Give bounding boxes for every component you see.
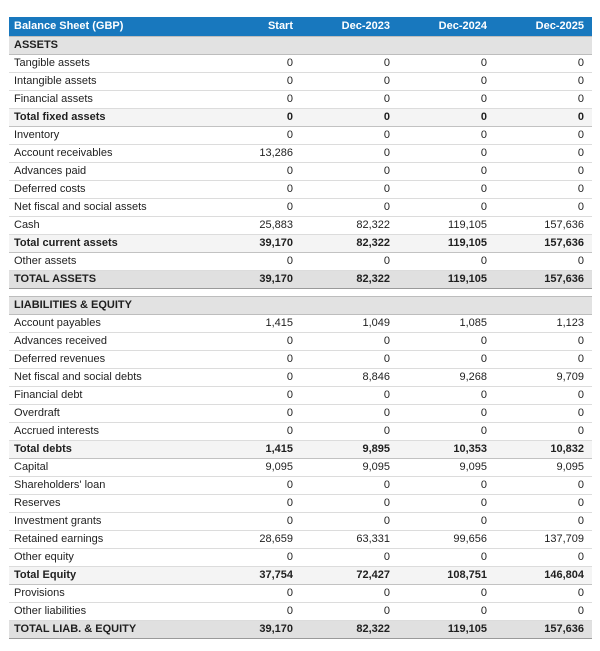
table-row xyxy=(9,620,592,638)
row-value: 10,353 xyxy=(398,440,495,458)
row-label: Advances paid xyxy=(9,162,204,180)
row-value: 119,105 xyxy=(398,216,495,234)
section-header-row xyxy=(9,36,592,54)
table-title: Balance Sheet (GBP) xyxy=(9,17,204,36)
row-label: Accrued interests xyxy=(9,422,204,440)
row-value: 0 xyxy=(398,332,495,350)
row-value: 119,105 xyxy=(398,234,495,252)
row-value: 0 xyxy=(398,180,495,198)
row-value: 8,846 xyxy=(301,368,398,386)
row-value: 82,322 xyxy=(301,620,398,638)
row-value: 0 xyxy=(398,198,495,216)
row-value: 25,883 xyxy=(204,216,301,234)
table-row xyxy=(9,566,592,584)
row-value: 82,322 xyxy=(301,270,398,288)
row-value: 0 xyxy=(495,198,592,216)
row-value: 0 xyxy=(204,54,301,72)
row-value: 0 xyxy=(301,54,398,72)
table-row xyxy=(9,314,592,332)
table-row xyxy=(9,422,592,440)
row-value: 0 xyxy=(495,126,592,144)
table-row xyxy=(9,198,592,216)
row-label: Total current assets xyxy=(9,234,204,252)
row-label: Cash xyxy=(9,216,204,234)
row-value: 0 xyxy=(495,350,592,368)
table-row xyxy=(9,72,592,90)
row-value: 0 xyxy=(204,252,301,270)
row-value: 0 xyxy=(301,144,398,162)
row-value: 82,322 xyxy=(301,216,398,234)
row-label: Deferred costs xyxy=(9,180,204,198)
spacer-cell xyxy=(9,288,592,296)
table-body xyxy=(9,36,592,638)
row-value: 0 xyxy=(204,180,301,198)
row-label: Deferred revenues xyxy=(9,350,204,368)
row-value: 0 xyxy=(301,198,398,216)
table-row xyxy=(9,252,592,270)
table-header-row xyxy=(9,17,592,36)
row-label: Investment grants xyxy=(9,512,204,530)
table-row xyxy=(9,126,592,144)
row-value: 0 xyxy=(495,108,592,126)
row-value: 0 xyxy=(398,72,495,90)
row-value: 0 xyxy=(301,404,398,422)
row-value: 0 xyxy=(398,350,495,368)
row-value: 0 xyxy=(495,162,592,180)
row-value: 0 xyxy=(204,386,301,404)
row-value: 119,105 xyxy=(398,270,495,288)
row-label: Other assets xyxy=(9,252,204,270)
section-header-row xyxy=(9,296,592,314)
table-row xyxy=(9,476,592,494)
row-label: Financial assets xyxy=(9,90,204,108)
row-value: 9,095 xyxy=(301,458,398,476)
row-value: 0 xyxy=(204,422,301,440)
table-row xyxy=(9,90,592,108)
row-label: Total debts xyxy=(9,440,204,458)
row-value: 9,268 xyxy=(398,368,495,386)
row-value: 99,656 xyxy=(398,530,495,548)
row-value: 9,895 xyxy=(301,440,398,458)
row-value: 1,123 xyxy=(495,314,592,332)
row-value: 157,636 xyxy=(495,620,592,638)
row-value: 0 xyxy=(301,162,398,180)
row-value: 39,170 xyxy=(204,270,301,288)
row-label: Other liabilities xyxy=(9,602,204,620)
row-value: 82,322 xyxy=(301,234,398,252)
row-value: 0 xyxy=(204,368,301,386)
row-value: 0 xyxy=(204,198,301,216)
column-header-dec-2025: Dec-2025 xyxy=(495,17,592,36)
table-row xyxy=(9,162,592,180)
row-value: 1,049 xyxy=(301,314,398,332)
row-value: 0 xyxy=(398,422,495,440)
table-row xyxy=(9,458,592,476)
row-value: 1,085 xyxy=(398,314,495,332)
column-header-dec-2023: Dec-2023 xyxy=(301,17,398,36)
table-row xyxy=(9,584,592,602)
row-value: 0 xyxy=(204,404,301,422)
row-value: 119,105 xyxy=(398,620,495,638)
row-value: 0 xyxy=(301,512,398,530)
table-row xyxy=(9,108,592,126)
row-label: Total fixed assets xyxy=(9,108,204,126)
row-value: 0 xyxy=(301,108,398,126)
row-label: Overdraft xyxy=(9,404,204,422)
row-value: 0 xyxy=(398,512,495,530)
table-row xyxy=(9,234,592,252)
section-title: ASSETS xyxy=(9,36,592,54)
row-value: 157,636 xyxy=(495,270,592,288)
row-value: 108,751 xyxy=(398,566,495,584)
table-row xyxy=(9,332,592,350)
row-value: 10,832 xyxy=(495,440,592,458)
row-value: 0 xyxy=(495,54,592,72)
row-value: 0 xyxy=(495,332,592,350)
row-value: 0 xyxy=(495,548,592,566)
table-row xyxy=(9,54,592,72)
row-label: Reserves xyxy=(9,494,204,512)
row-value: 0 xyxy=(398,602,495,620)
row-value: 63,331 xyxy=(301,530,398,548)
section-spacer xyxy=(9,288,592,296)
row-label: Shareholders' loan xyxy=(9,476,204,494)
row-value: 0 xyxy=(301,602,398,620)
row-value: 157,636 xyxy=(495,234,592,252)
row-label: Capital xyxy=(9,458,204,476)
row-label: Account payables xyxy=(9,314,204,332)
table-row xyxy=(9,216,592,234)
row-label: Retained earnings xyxy=(9,530,204,548)
row-value: 0 xyxy=(495,494,592,512)
row-value: 0 xyxy=(398,54,495,72)
balance-sheet-table xyxy=(9,17,592,639)
row-label: Financial debt xyxy=(9,386,204,404)
row-value: 0 xyxy=(495,72,592,90)
table-row xyxy=(9,386,592,404)
row-value: 0 xyxy=(301,72,398,90)
row-value: 0 xyxy=(204,90,301,108)
row-value: 39,170 xyxy=(204,234,301,252)
balance-sheet xyxy=(9,17,592,639)
row-label: Total Equity xyxy=(9,566,204,584)
row-value: 0 xyxy=(301,422,398,440)
row-value: 72,427 xyxy=(301,566,398,584)
row-value: 0 xyxy=(301,350,398,368)
row-value: 0 xyxy=(495,386,592,404)
row-label: Inventory xyxy=(9,126,204,144)
row-value: 0 xyxy=(301,386,398,404)
row-value: 0 xyxy=(398,476,495,494)
row-value: 0 xyxy=(301,584,398,602)
row-value: 1,415 xyxy=(204,314,301,332)
row-value: 28,659 xyxy=(204,530,301,548)
row-value: 0 xyxy=(301,252,398,270)
row-value: 0 xyxy=(398,404,495,422)
row-value: 0 xyxy=(204,126,301,144)
row-label: TOTAL ASSETS xyxy=(9,270,204,288)
row-value: 0 xyxy=(398,494,495,512)
row-value: 0 xyxy=(495,144,592,162)
row-value: 0 xyxy=(204,512,301,530)
row-value: 0 xyxy=(301,332,398,350)
row-value: 137,709 xyxy=(495,530,592,548)
row-value: 0 xyxy=(398,252,495,270)
row-value: 9,095 xyxy=(495,458,592,476)
row-value: 0 xyxy=(204,332,301,350)
row-value: 0 xyxy=(398,126,495,144)
row-value: 0 xyxy=(204,108,301,126)
row-label: Net fiscal and social debts xyxy=(9,368,204,386)
row-value: 0 xyxy=(495,602,592,620)
row-value: 9,095 xyxy=(398,458,495,476)
row-label: Intangible assets xyxy=(9,72,204,90)
row-label: Advances received xyxy=(9,332,204,350)
row-value: 0 xyxy=(495,252,592,270)
row-value: 0 xyxy=(301,90,398,108)
row-value: 0 xyxy=(495,422,592,440)
row-value: 0 xyxy=(204,476,301,494)
row-value: 0 xyxy=(204,602,301,620)
table-row xyxy=(9,270,592,288)
row-value: 0 xyxy=(398,144,495,162)
table-row xyxy=(9,180,592,198)
row-value: 39,170 xyxy=(204,620,301,638)
table-row xyxy=(9,440,592,458)
table-row xyxy=(9,404,592,422)
row-value: 0 xyxy=(398,108,495,126)
row-label: Provisions xyxy=(9,584,204,602)
row-value: 0 xyxy=(301,476,398,494)
table-row xyxy=(9,144,592,162)
row-value: 0 xyxy=(495,584,592,602)
row-label: Account receivables xyxy=(9,144,204,162)
row-value: 13,286 xyxy=(204,144,301,162)
row-label: Other equity xyxy=(9,548,204,566)
row-value: 157,636 xyxy=(495,216,592,234)
row-value: 9,709 xyxy=(495,368,592,386)
table-row xyxy=(9,548,592,566)
row-value: 1,415 xyxy=(204,440,301,458)
table-row xyxy=(9,512,592,530)
row-value: 0 xyxy=(204,584,301,602)
row-value: 0 xyxy=(204,162,301,180)
column-header-dec-2024: Dec-2024 xyxy=(398,17,495,36)
row-value: 0 xyxy=(301,126,398,144)
row-value: 9,095 xyxy=(204,458,301,476)
table-row xyxy=(9,602,592,620)
row-value: 0 xyxy=(398,162,495,180)
row-label: TOTAL LIAB. & EQUITY xyxy=(9,620,204,638)
row-value: 0 xyxy=(495,180,592,198)
row-value: 0 xyxy=(301,180,398,198)
row-value: 37,754 xyxy=(204,566,301,584)
row-value: 0 xyxy=(495,90,592,108)
table-row xyxy=(9,350,592,368)
row-value: 0 xyxy=(301,494,398,512)
row-value: 0 xyxy=(495,512,592,530)
row-value: 0 xyxy=(398,548,495,566)
section-title: LIABILITIES & EQUITY xyxy=(9,296,592,314)
table-row xyxy=(9,530,592,548)
row-value: 0 xyxy=(398,584,495,602)
row-label: Tangible assets xyxy=(9,54,204,72)
row-value: 0 xyxy=(398,90,495,108)
row-value: 0 xyxy=(301,548,398,566)
table-row xyxy=(9,368,592,386)
row-value: 146,804 xyxy=(495,566,592,584)
row-value: 0 xyxy=(204,72,301,90)
row-label: Net fiscal and social assets xyxy=(9,198,204,216)
row-value: 0 xyxy=(398,386,495,404)
row-value: 0 xyxy=(495,476,592,494)
row-value: 0 xyxy=(204,350,301,368)
row-value: 0 xyxy=(495,404,592,422)
column-header-start: Start xyxy=(204,17,301,36)
table-row xyxy=(9,494,592,512)
row-value: 0 xyxy=(204,548,301,566)
row-value: 0 xyxy=(204,494,301,512)
